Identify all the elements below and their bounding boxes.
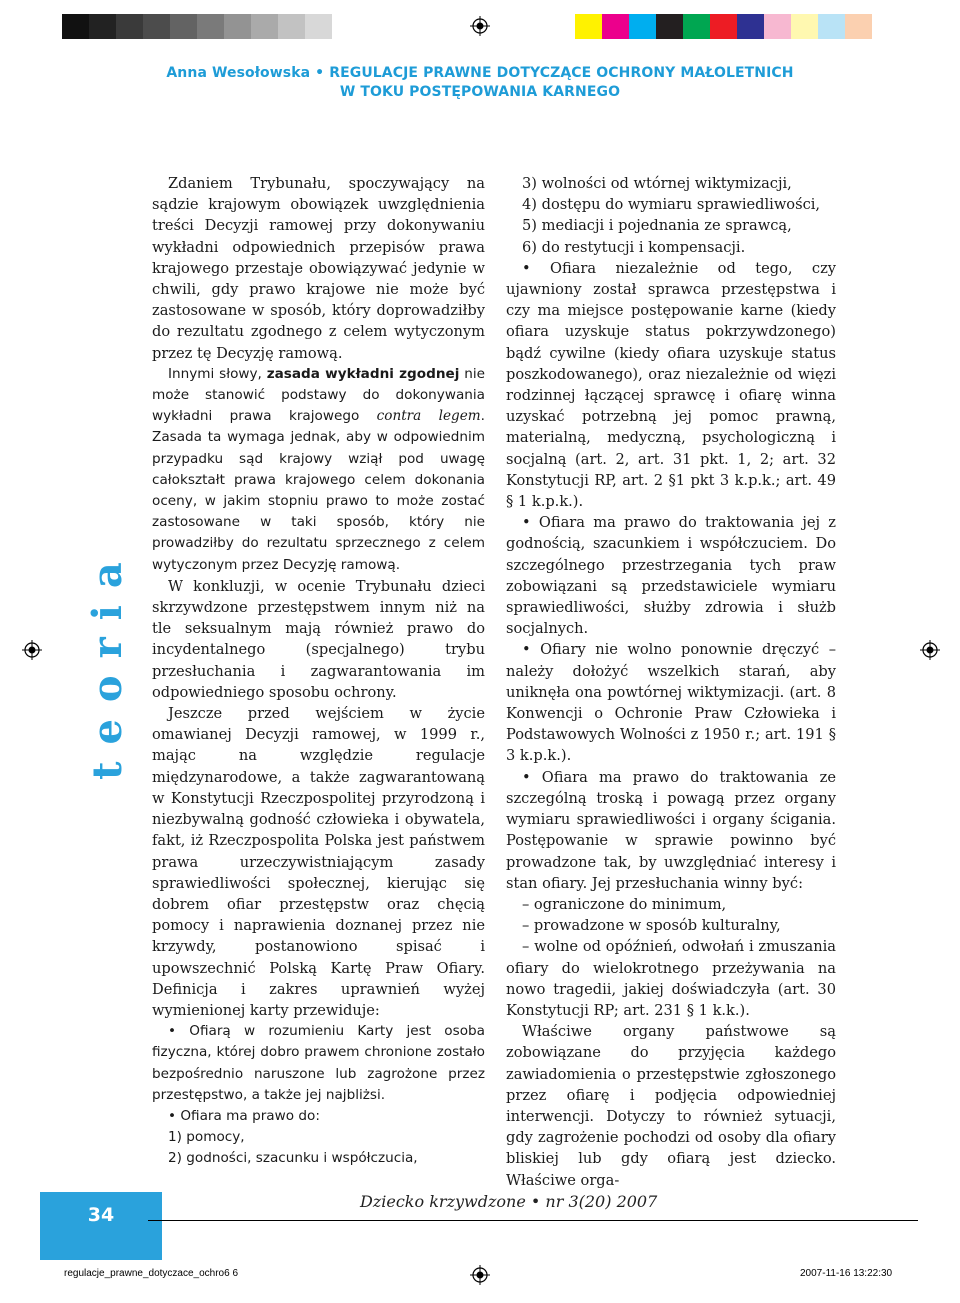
list-item: • Ofiarą w rozumieniu Karty jest osoba fizyczna, której dobro prawem chronione zostało bezpośrednio naruszone lub zagrożone przez przestępstwo, a także jej najbliżsi. <box>152 1023 485 1103</box>
registration-mark-icon <box>470 16 490 36</box>
list-item: 6) do restytucji i kompensacji. <box>522 238 746 256</box>
list-item: – ograniczone do minimum, <box>522 895 727 913</box>
slug-timestamp: 2007-11-16 13:22:30 <box>800 1268 893 1279</box>
paragraph: Innymi słowy, zasada wykładni zgodnej nie może stanowić podstawy do dokonywania wykładni prawa krajowego contra legem. Zasada ta wymaga jednak, aby w odpowiednim przypadku sąd krajowy wziął pod uwagę całokształt prawa krajowego celem dokonania oceny, w jakim stopniu prawo to może zostać zastosowane w taki sposób, który nie prowadziłby do rezultatu sprzecznego z celem wytyczonym przez Decyzję ramową. <box>152 365 485 573</box>
list-item: 3) wolności od wtórnej wiktymizacji, <box>522 175 792 192</box>
color-bar <box>575 14 872 39</box>
paragraph: Jeszcze przed wejściem w życie omawianej Decyzji ramowej, w 1999 r., mając na względzie regulacje międzynarodowe, a także zagwarantowaną w Konstytucji Rzeczpospolitej przyrodzoną i niezbywalną godność człowieka i obywatela, fakt, iż Rzeczpospolita Polska jest państwem prawa urzeczywistniającym zasady sprawiedliwości społecznej, kierując się dobrem ofiar przestępstw oraz chęcią pomocy i naprawienia doznanej przez nie krzywdy, postanowiono spisać i upowszechnić Polską Kartę Praw Ofiary. Definicja i zakres uprawnień wyżej wymienionej karty przewiduje: <box>152 705 485 1019</box>
paragraph: Zdaniem Trybunału, spoczywający na sądzie krajowym obowiązek uwzględnienia treści Decyzji ramowej przy dokonywaniu wykładni odpowiednich przepisów prawa krajowego przestaje obowiązywać jedynie w chwili, gdy prawo krajowe nie może być zastosowane w sposób, który doprowadziłby do rezultatu zgodnego z celem wytyczonym przez tę Decyzję ramową. <box>152 175 485 362</box>
header-line-2: W TOKU POSTĘPOWANIA KARNEGO <box>339 84 621 100</box>
list-item: – prowadzone w sposób kulturalny, <box>522 917 781 935</box>
list-item: • Ofiara ma prawo do traktowania ze szczególną troską i powagą przez organy wymiaru sprawiedliwości i organy ścigania. Postępowanie w sprawie powinno być prowadzone tak, by uwzględniać interesy i stan ofiary. Jej przesłuchania winny być: <box>506 768 836 892</box>
header-line-1: Anna Wesołowska • REGULACJE PRAWNE DOTYCZĄCE OCHRONY MAŁOLETNICH <box>166 65 794 81</box>
list-item: 1) pomocy, <box>168 1129 245 1146</box>
list-item: – wolne od opóźnień, odwołań i zmuszania ofiary do wielokrotnego przeżywania na nowo tragedii, jakiej doświadczyła (art. 30 Konstytucji RP; art. 231 § 1 k.k.). <box>506 938 836 1019</box>
list-item: 2) godności, szacunku i współczucia, <box>168 1150 418 1167</box>
registration-mark-icon <box>470 1265 490 1285</box>
journal-title: Dziecko krzywdzone • nr 3(20) 2007 <box>360 1192 658 1211</box>
paragraph: W konkluzji, w ocenie Trybunału dzieci skrzywdzone przestępstwem innym niż na tle seksualnym mają również prawo do incydentalnego (specjalnego) trybu przesłuchania i zagwarantowania im odpowiedniego sposobu ochrony. <box>152 577 485 701</box>
list-item: • Ofiara ma prawo do traktowania jej z godnością, szacunkiem i współczuciem. Do szczególnego przestrzegania tych praw zobowiązani są przedstawiciele wymiaru sprawiedliwości, służby zdrowia i służb socjalnych. <box>506 514 836 638</box>
slug-filename: regulacje_prawne_dotyczace_ochro6 6 <box>64 1268 239 1279</box>
grayscale-bar <box>62 14 332 39</box>
left-column <box>152 173 485 1170</box>
right-column <box>506 173 836 1191</box>
running-header <box>0 64 960 102</box>
list-item: • Ofiary nie wolno ponownie dręczyć – należy dołożyć wszelkich starań, aby uniknęła ona powtórnej wiktymizacji. (art. 8 Konwencji o Ochronie Praw Człowieka i Podstawowych Wolności z 1950 r.; art. 191 § 3 k.p.k.). <box>506 641 836 765</box>
list-item: 5) mediacji i pojednania ze sprawcą, <box>522 217 792 235</box>
list-item: 4) dostępu do wymiaru sprawiedliwości, <box>522 196 821 214</box>
registration-mark-icon <box>22 640 42 660</box>
footer-rule <box>148 1220 918 1221</box>
list-item: • Ofiara niezależnie od tego, czy ujawniony został sprawca przestępstwa i czy ma miejsce postępowanie karne (kiedy ofiara uzyskuje status pokrzywdzonego) bądź cywilne (kiedy ofiara uzyskuje status poszkodowanego), oraz niezależnie od więzi rodzinnej łączącej sprawcę i ofiarę winna uzyskać potrzebną jej pomoc prawną, materialną, medyczną, psychologiczną i socjalną (art. 2, art. 31 pkt. 1, 2; art. 32 Konstytucji RP, art. 2 §1 pkt 3 k.p.k.; art. 49 § 1 k.p.k.). <box>506 259 836 511</box>
registration-mark-icon <box>920 640 940 660</box>
section-label: teoria <box>84 545 131 780</box>
list-item: • Ofiara ma prawo do: <box>168 1107 320 1124</box>
page-number: 34 <box>40 1192 162 1260</box>
paragraph: Właściwe organy państwowe są zobowiązane do przyjęcia każdego zawiadomienia o przestępstwie zgłoszonego przez ofiarę i podjęcia odpowiedniej interwencji. Dotyczy to również sytuacji, gdy zagrożenie pochodzi od osoby dla ofiary bliskiej lub gdy ofiarą jest dziecko. Właściwe orga- <box>506 1023 836 1189</box>
